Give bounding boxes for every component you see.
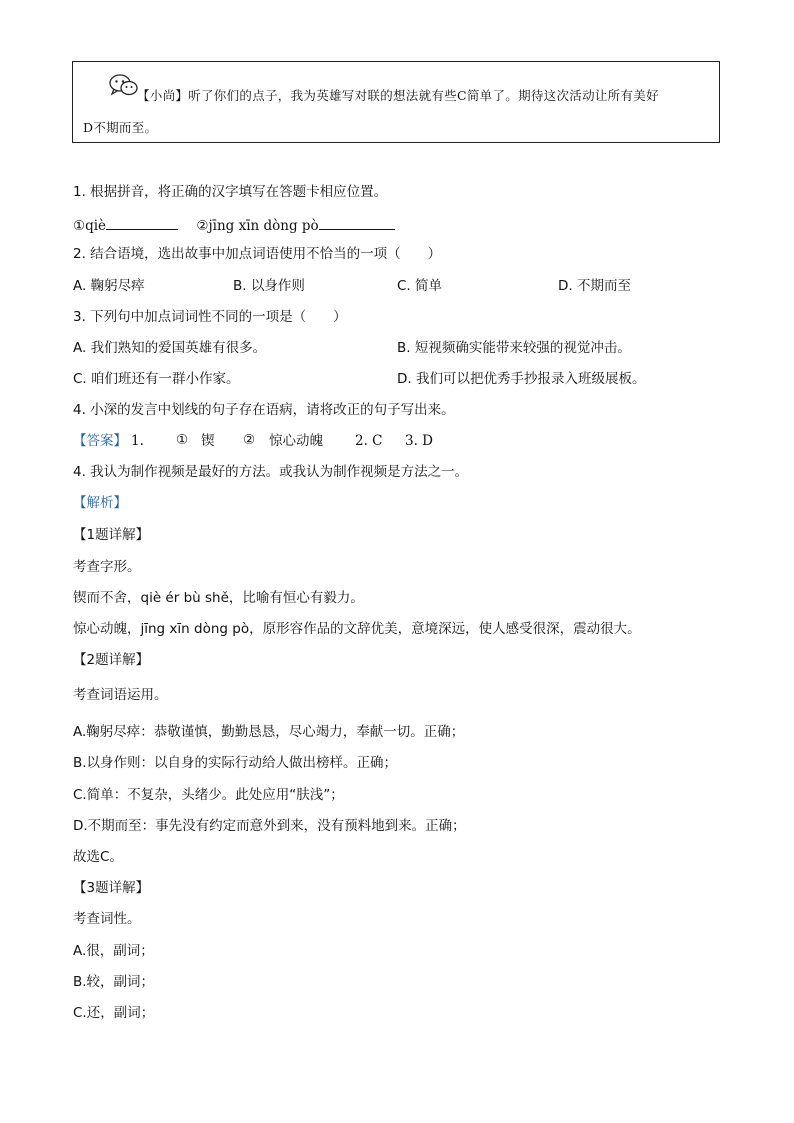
section-3-heading: 【3题详解】 <box>73 880 150 896</box>
section-1-line: 锲而不舍，qiè ér bù shě，比喻有恒心有毅力。 <box>73 590 364 606</box>
answer-3: 3. D <box>405 433 433 449</box>
question-1: 1. 根据拼音，将正确的汉字填写在答题卡相应位置。 <box>73 184 388 200</box>
note-box <box>72 61 720 143</box>
q2-option-b: B. 以身作则 <box>233 278 305 294</box>
q3-option-b: B. 短视频确实能带来较强的视觉冲击。 <box>397 340 631 356</box>
question-2-options <box>73 280 723 296</box>
answer-blank-2 <box>319 217 395 230</box>
answer-2: 2. C <box>355 433 383 449</box>
q3-option-d: D. 我们可以把优秀手抄报录入班级展板。 <box>397 371 646 387</box>
q2-option-a: A. 鞠躬尽瘁 <box>73 278 145 294</box>
q1-item-1: ①qiè <box>73 218 107 234</box>
section-3-line: C.还，副词； <box>73 1005 155 1021</box>
answer-1-circle-2: ② <box>243 432 256 448</box>
section-2-heading: 【2题详解】 <box>73 652 150 668</box>
question-2: 2. 结合语境，选出故事中加点词语使用不恰当的一项（ ） <box>73 246 442 262</box>
question-1-items <box>73 217 395 234</box>
q2-option-c: C. 简单 <box>397 278 443 294</box>
q2-option-d: D. 不期而至 <box>558 278 631 294</box>
question-3-options-row-2 <box>73 373 723 389</box>
section-2-line: B.以身作则：以自身的实际行动给人做出榜样。正确； <box>73 755 398 771</box>
q3-option-c: C. 咱们班还有一群小作家。 <box>73 371 240 387</box>
answer-label: 【答案】 <box>73 433 127 449</box>
note-line-2: D不期而至。 <box>83 120 158 135</box>
answer-4: 4. 我认为制作视频是最好的方法。或我认为制作视频是方法之一。 <box>73 464 469 480</box>
question-3-options-row-1 <box>73 342 723 358</box>
q3-option-a: A. 我们熟知的爱国英雄有很多。 <box>73 340 267 356</box>
analysis-label: 【解析】 <box>73 495 127 511</box>
wechat-icon <box>109 73 139 97</box>
q1-item-2: ②jīng xīn dòng pò <box>196 218 319 234</box>
section-1-line: 考查字形。 <box>73 559 141 575</box>
answer-blank-1 <box>106 217 178 230</box>
answer-1-part-1: 锲 <box>201 433 215 449</box>
section-1-heading: 【1题详解】 <box>73 527 150 543</box>
section-2-line: C.简单：不复杂，头绪少。此处应用“肤浅”； <box>73 787 344 803</box>
section-3-line: A.很，副词； <box>73 943 154 959</box>
answer-1-number: 1. <box>131 433 144 449</box>
question-3: 3. 下列句中加点词词性不同的一项是（ ） <box>73 309 347 325</box>
section-2-line: 故选C。 <box>73 849 123 865</box>
section-2-line: 考查词语运用。 <box>73 687 168 703</box>
section-2-line: A.鞠躬尽瘁：恭敬谨慎，勤勤恳恳，尽心竭力，奉献一切。正确； <box>73 724 465 740</box>
section-2-line: D.不期而至：事先没有约定而意外到来，没有预料地到来。正确； <box>73 818 466 834</box>
answer-1-circle-1: ① <box>176 432 189 448</box>
section-1-line: 惊心动魄，jīng xīn dòng pò，原形容作品的文辞优美，意境深远，使人感受很深，震动很大。 <box>73 621 641 637</box>
answer-1-part-2: 惊心动魄 <box>269 433 323 449</box>
note-line-1: 【小尚】听了你们的点子，我为英雄写对联的想法就有些C简单了。期待这次活动让所有美好 <box>137 88 659 103</box>
section-3-line: 考查词性。 <box>73 911 141 927</box>
answer-line <box>73 432 723 453</box>
section-3-line: B.较，副词； <box>73 974 155 990</box>
question-4: 4. 小深的发言中划线的句子存在语病，请将改正的句子写出来。 <box>73 402 455 418</box>
